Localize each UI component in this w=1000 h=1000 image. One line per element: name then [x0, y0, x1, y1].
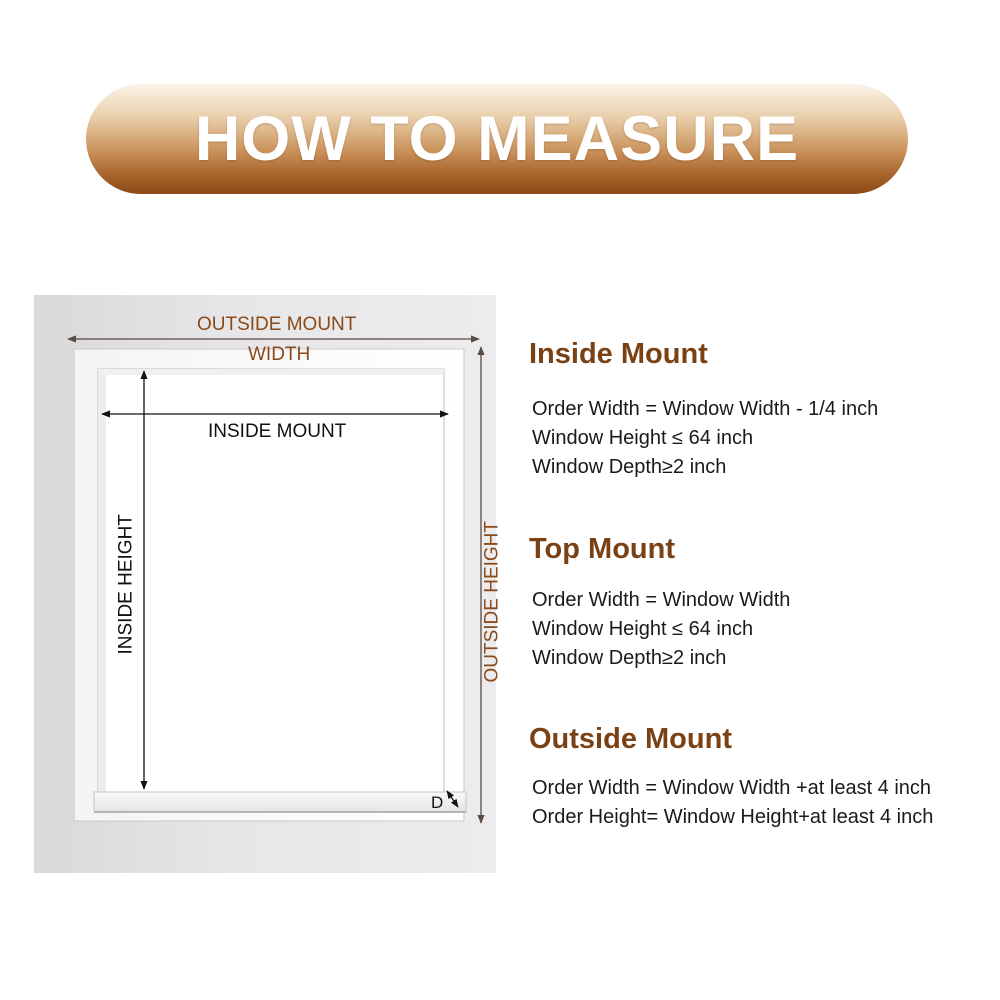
outside-height-label: OUTSIDE HEIGHT — [481, 520, 503, 683]
inside-mount-specs — [532, 395, 878, 482]
outside-mount-title: Outside Mount — [529, 723, 732, 755]
spec-line: Window Height ≤ 64 inch — [532, 427, 754, 449]
outside-mount-label: OUTSIDE MOUNT — [197, 314, 357, 335]
title-banner — [86, 84, 908, 194]
inside-mount-title: Inside Mount — [529, 338, 708, 370]
spec-line: Window Depth≥2 inch — [532, 456, 727, 478]
inside-mount-label: INSIDE MOUNT — [208, 421, 347, 442]
spec-line: Order Width = Window Width - 1/4 inch — [532, 398, 879, 420]
outside-mount-specs — [532, 774, 933, 832]
top-mount-specs — [532, 586, 790, 673]
spec-line: Window Depth≥2 inch — [532, 647, 727, 669]
top-mount-title: Top Mount — [529, 533, 676, 565]
depth-label: D — [431, 793, 444, 812]
window-sill — [94, 792, 466, 812]
spec-line: Order Height= Window Height+at least 4 inch — [532, 806, 934, 828]
spec-line: Order Width = Window Width +at least 4 inch — [532, 777, 932, 799]
window-diagram — [34, 295, 503, 873]
inside-height-label: INSIDE HEIGHT — [115, 514, 137, 655]
spec-line: Order Width = Window Width — [532, 589, 791, 611]
window-illustration — [34, 295, 496, 873]
banner-title: HOW TO MEASURE — [194, 103, 800, 174]
spec-line: Window Height ≤ 64 inch — [532, 618, 754, 640]
outside-width-label: WIDTH — [248, 344, 311, 365]
